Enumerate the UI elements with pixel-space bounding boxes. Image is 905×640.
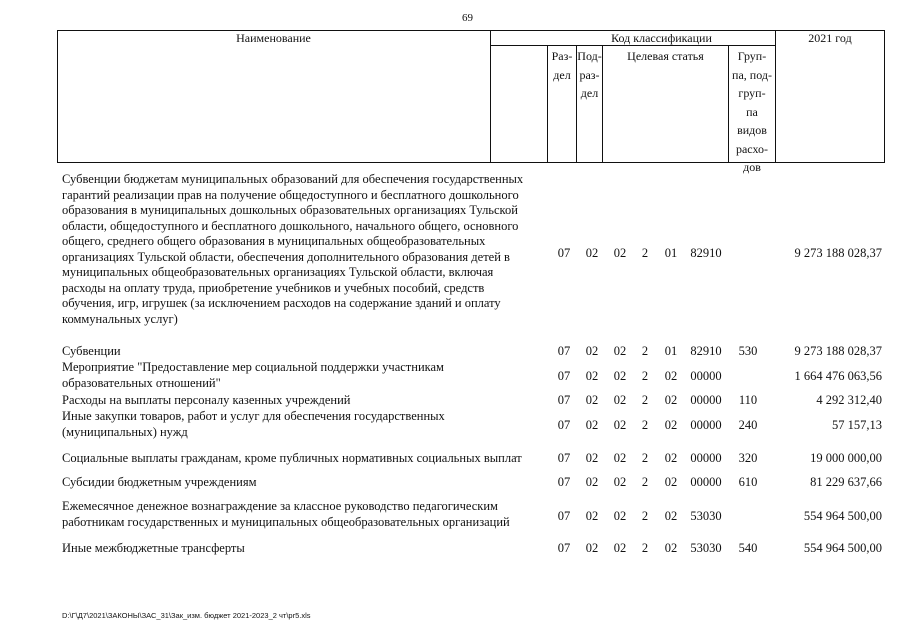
row-target-3: 02 [664,369,678,383]
row-target-1: 02 [613,418,627,432]
row-target-3: 01 [664,246,678,260]
row-amount: 554 964 500,00 [803,509,882,523]
row-amount: 4 292 312,40 [816,393,882,407]
table-row [62,541,882,557]
row-name: Иные закупки товаров, работ и услуг для обеспечения государственных (муниципальных) нужд [62,409,445,439]
row-name: Расходы на выплаты персоналу казенных учреждений [62,393,351,407]
file-path-footer: D:\Г\Д7\2021\ЗАКОНЫ\ЗАС_31\Зак_изм. бюджет 2021-2023_2 чт\pr5.xls [62,611,311,620]
row-target-3: 02 [664,451,678,465]
row-target-1: 02 [613,541,627,555]
row-amount: 57 157,13 [832,418,882,432]
row-podrazdel: 02 [585,393,599,407]
row-target-4: 53030 [690,509,722,523]
row-target-3: 02 [664,541,678,555]
table-row [62,360,882,392]
row-name: Субвенции [62,344,121,358]
row-target-3: 01 [664,344,678,358]
row-target-1: 02 [613,475,627,489]
row-target-2: 2 [641,451,649,465]
header-razdel: Раз- дел [551,49,573,82]
row-target-2: 2 [641,344,649,358]
row-target-4: 00000 [690,451,722,465]
row-razdel: 07 [557,509,571,523]
row-razdel: 07 [557,541,571,555]
row-podrazdel: 02 [585,418,599,432]
row-razdel: 07 [557,246,571,260]
row-razdel: 07 [557,418,571,432]
row-razdel: 07 [557,475,571,489]
row-podrazdel: 02 [585,451,599,465]
row-podrazdel: 02 [585,509,599,523]
header-year: 2021 год [808,31,852,45]
row-target-1: 02 [613,509,627,523]
row-vid: 610 [738,475,758,489]
row-amount: 1 664 476 063,56 [794,369,882,383]
table-header [57,30,885,174]
row-razdel: 07 [557,451,571,465]
row-target-2: 2 [641,418,649,432]
row-target-3: 02 [664,418,678,432]
row-target-4: 00000 [690,393,722,407]
row-podrazdel: 02 [585,369,599,383]
header-target: Целевая статья [627,49,704,63]
row-razdel: 07 [557,369,571,383]
row-vid: 540 [738,541,758,555]
row-vid: 240 [738,418,758,432]
row-amount: 19 000 000,00 [810,451,882,465]
header-group: Груп- па, под- груп- па видов расхо- дов [732,49,772,174]
row-podrazdel: 02 [585,541,599,555]
table-row [62,475,882,491]
table-row [62,409,882,441]
row-razdel: 07 [557,393,571,407]
row-target-4: 00000 [690,475,722,489]
header-podrazdel: Под- раз- дел [577,49,602,100]
row-name: Социальные выплаты гражданам, кроме публичных нормативных социальных выплат [62,451,522,465]
row-target-4: 82910 [690,246,722,260]
row-target-1: 02 [613,246,627,260]
table-row [62,499,882,531]
row-target-1: 02 [613,393,627,407]
row-name: Субвенции бюджетам муниципальных образований для обеспечения государственных гарантий реализации прав на получение общедоступного и бесплатного дошкольного образования в муниципальных дошкольных образовательных организациях Тульской области, общедоступного и бесплатного дошкольного, начального общего, основного общего, среднего общего образования в муниципальных общеобразовательных организациях Тульской области, обеспечения дополнительного образования детей в муниципальных общеобразовательных организациях Тульской области, включая расходы на оплату труда, приобретение учебников и учебных пособий, средств обучения, игр, игрушек (за исключением расходов на содержание зданий и оплату коммунальных услуг) [62,172,524,326]
row-name: Иные межбюджетные трансферты [62,541,245,555]
row-name: Ежемесячное денежное вознаграждение за классное руководство педагогическим работникам государственных и муниципальных общеобразовательных организаций [62,499,510,529]
row-podrazdel: 02 [585,475,599,489]
row-amount: 9 273 188 028,37 [794,246,882,260]
row-vid: 530 [738,344,758,358]
table-row [62,344,882,360]
header-name: Наименование [236,31,311,45]
row-target-2: 2 [641,475,649,489]
row-target-4: 00000 [690,369,722,383]
row-target-4: 00000 [690,418,722,432]
table-row [62,172,882,332]
row-target-2: 2 [641,369,649,383]
row-podrazdel: 02 [585,246,599,260]
row-podrazdel: 02 [585,344,599,358]
row-vid: 320 [738,451,758,465]
row-target-3: 02 [664,393,678,407]
row-target-2: 2 [641,509,649,523]
row-amount: 9 273 188 028,37 [794,344,882,358]
row-target-3: 02 [664,475,678,489]
row-target-4: 82910 [690,344,722,358]
row-target-3: 02 [664,509,678,523]
table-row [62,451,882,467]
page-number: 69 [462,12,473,24]
row-name: Субсидии бюджетным учреждениям [62,475,257,489]
row-target-2: 2 [641,246,649,260]
row-target-4: 53030 [690,541,722,555]
header-classification: Код классификации [611,31,712,45]
row-amount: 81 229 637,66 [810,475,882,489]
row-target-2: 2 [641,393,649,407]
row-target-1: 02 [613,344,627,358]
row-amount: 554 964 500,00 [803,541,882,555]
table-row [62,393,882,409]
row-target-1: 02 [613,451,627,465]
row-vid: 110 [738,393,758,407]
row-name: Мероприятие "Предоставление мер социальной поддержки участникам образовательных отношений" [62,360,444,390]
row-target-1: 02 [613,369,627,383]
row-razdel: 07 [557,344,571,358]
row-target-2: 2 [641,541,649,555]
